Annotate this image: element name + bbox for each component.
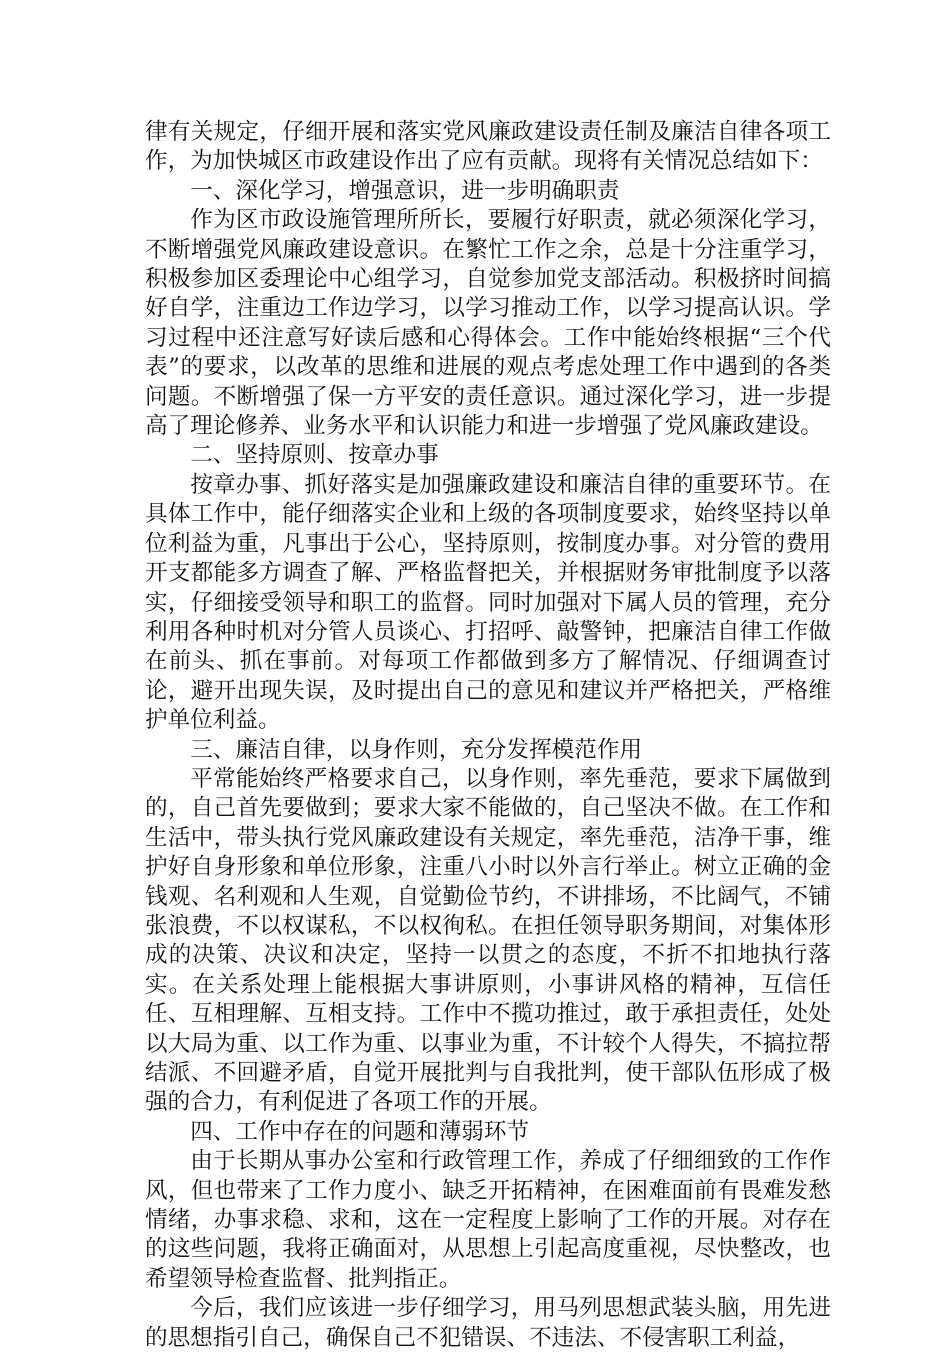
paragraph-closing: 今后，我们应该进一步仔细学习，用马列思想武装头脑，用先进的思想指引自己，确保自己不犯错误、不违法、不侵害职工利益，: [145, 1295, 831, 1351]
heading-section-2: 二、坚持原则、按章办事: [190, 442, 439, 469]
heading-section-1: 一、深化学习，增强意识，进一步明确职责: [190, 177, 620, 204]
paragraph-section-3: 平常能始终严格要求自己，以身作则，率先垂范，要求下属做到的，自己首先要做到；要求大家不能做的，自己坚决不做。在工作和生活中，带头执行党风廉政建设有关规定，率先垂范，洁净干事，维护好自身形象和单位形象，注重八小时以外言行举止。树立正确的金钱观、名利观和人生观，自觉勤俭节约，不讲排场，不比阔气，不铺张浪费，不以权谋私，不以权徇私。在担任领导职务期间，对集体形成的决策、决议和决定，坚持一以贯之的态度，不折不扣地执行落实。在关系处理上能根据大事讲原则，小事讲风格的精神，互信任任、互相理解、互相支持。工作中不揽功推过，敢于承担责任，处处以大局为重、以工作为重、以事业为重，不计较个人得失，不搞拉帮结派、不回避矛盾，自觉开展批判与自我批判，使干部队伍形成了极强的合力，有利促进了各项工作的开展。: [145, 765, 831, 1116]
paragraph-section-1: 作为区市政设施管理所所长，要履行好职责，就必须深化学习，不断增强党风廉政建设意识。在繁忙工作之余，总是十分注重学习，积极参加区委理论中心组学习，自觉参加党支部活动。积极挤时间搞好自学，注重边工作边学习，以学习推动工作，以学习提高认识。学习过程中还注意写好读后感和心得体会。工作中能始终根据“三个代表”的要求，以改革的思维和进展的观点考虑处理工作中遇到的各类问题。不断增强了保一方平安的责任意识。通过深化学习，进一步提高了理论修养、业务水平和认识能力和进一步增强了党风廉政建设。: [145, 207, 831, 440]
paragraph-section-2: 按章办事、抓好落实是加强廉政建设和廉洁自律的重要环节。在具体工作中，能仔细落实企业和上级的各项制度要求，始终坚持以单位利益为重，凡事出于公心，坚持原则，按制度办事。对分管的费用开支都能多方调查了解、严格监督把关，并根据财务审批制度予以落实，仔细接受领导和职工的监督。同时加强对下属人员的管理，充分利用各种时机对分管人员谈心、打招呼、敲警钟，把廉洁自律工作做在前头、抓在事前。对每项工作都做到多方了解情况、仔细调查讨论，避开出现失误，及时提出自己的意见和建议并严格把关，严格维护单位利益。: [145, 471, 831, 734]
heading-section-4: 四、工作中存在的问题和薄弱环节: [190, 1118, 530, 1145]
paragraph-section-4: 由于长期从事办公室和行政管理工作，养成了仔细细致的工作作风，但也带来了工作力度小、缺乏开拓精神，在困难面前有畏难发愁情绪，办事求稳、求和，这在一定程度上影响了工作的开展。对存在的这些问题，我将正确面对，从思想上引起高度重视，尽快整改，也希望领导检查监督、批判指正。: [145, 1148, 831, 1292]
paragraph-intro: 律有关规定，仔细开展和落实党风廉政建设责任制及廉洁自律各项工作，为加快城区市政建设作出了应有贡献。现将有关情况总结如下：: [145, 119, 831, 175]
heading-section-3: 三、廉洁自律，以身作则，充分发挥模范作用: [190, 736, 643, 763]
document-body: [145, 118, 831, 1353]
